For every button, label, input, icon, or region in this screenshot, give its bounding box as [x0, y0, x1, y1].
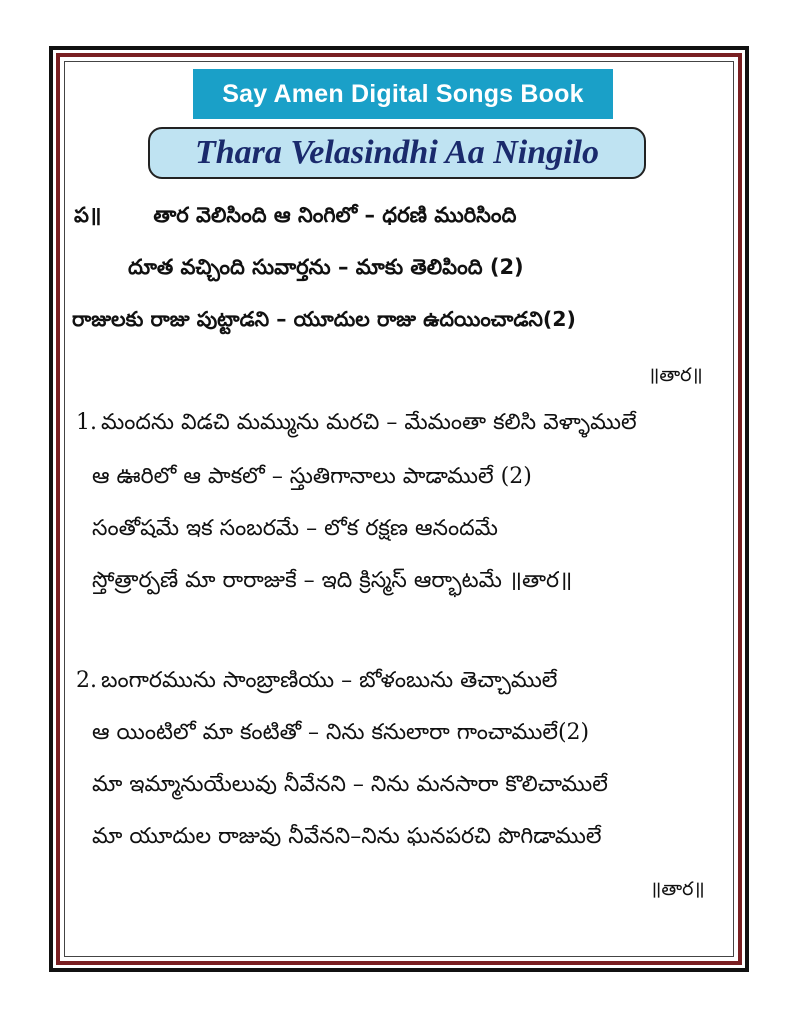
stanza1-line-4: స్తోత్రార్పణే మా రారాజుకే – ఇది క్రిస్మస్ ఆర్భాటమే ॥తార॥	[92, 568, 573, 593]
pallavi-line-3: రాజులకు రాజు పుట్టాడని – యూదుల రాజు ఉదయించాడని(2)	[72, 307, 576, 331]
stanza1-line-3: సంతోషమే ఇక సంబరమే – లోక రక్షణ ఆనందమే	[92, 516, 498, 541]
lyric-text: తార వెలిసింది ఆ నింగిలో – ధరణి మురిసింది	[153, 203, 517, 227]
stanza2-line-3: మా ఇమ్మానుయేలువు నీవేనని – నిను మనసారా కొలిచాములే	[92, 772, 608, 797]
stanza1-line-1	[76, 408, 637, 438]
lyric-text: మందను విడచి మమ్మును మరచి – మేమంతా కలిసి వెళ్ళాములే	[101, 410, 637, 435]
stanza1-line-2: ఆ ఊరిలో ఆ పాకలో – స్తుతిగానాలు పాడాములే (2)	[92, 464, 532, 489]
stanza2-line-4: మా యూదుల రాజువు నీవేనని–నిను ఘనపరచి పొగిడాములే	[92, 824, 602, 849]
pallavi-line-1	[74, 200, 516, 230]
pallavi-line-2: దూత వచ్చింది సువార్తను – మాకు తెలిపింది (2)	[128, 255, 524, 279]
lyric-text: బంగారమును సాంబ్రాణియు – బోళంబును తెచ్చాములే	[101, 668, 558, 693]
song-title: Thara Velasindhi Aa Ningilo	[148, 127, 646, 179]
pallavi-label: ప॥	[74, 203, 102, 227]
stanza-number: 1.	[76, 410, 97, 435]
stanza2-line-1	[76, 666, 557, 696]
stanza2-line-2: ఆ యింటిలో మా కంటితో – నిను కనులారా గాంచాములే(2)	[92, 720, 590, 745]
stanza-number: 2.	[76, 668, 97, 693]
pallavi-refrain: ॥తార॥	[648, 364, 703, 386]
stanza2-refrain: ॥తార॥	[650, 878, 705, 900]
book-banner: Say Amen Digital Songs Book	[193, 69, 613, 119]
